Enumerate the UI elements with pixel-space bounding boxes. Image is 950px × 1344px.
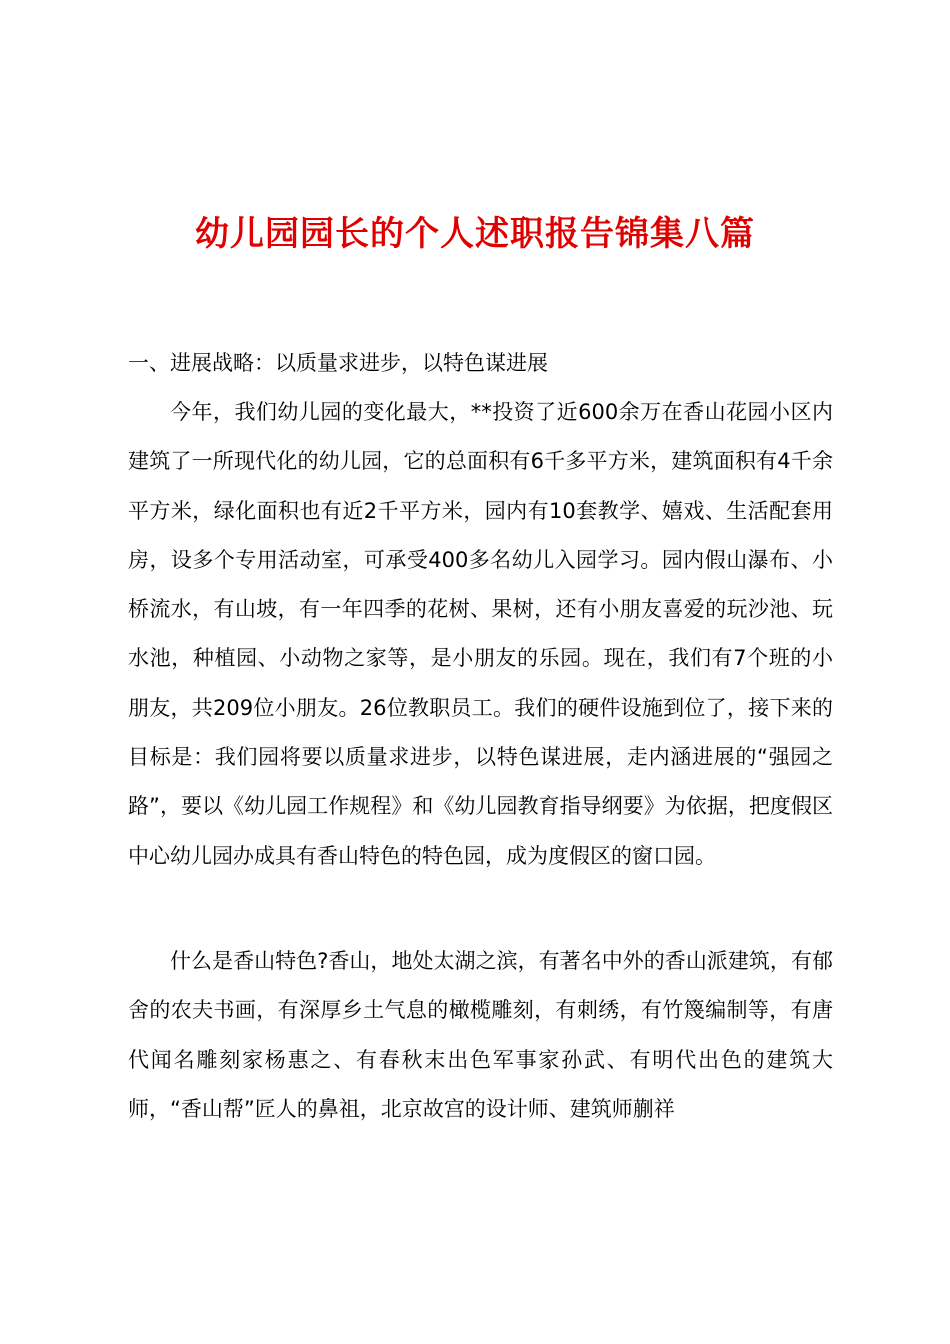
body-paragraph-1: 今年，我们幼儿园的变化最大，**投资了近600余万在香山花园小区内建筑了一所现代化的幼儿园，它的总面积有6千多平方米，建筑面积有4千余平方米，绿化面积也有近2千平方米，园内有10套教学、嬉戏、生活配套用房，设多个专用活动室，可承受400多名幼儿入园学习。园内假山瀑布、小桥流水，有山坡，有一年四季的花树、果树，还有小朋友喜爱的玩沙池、玩水池，种植园、小动物之家等，是小朋友的乐园。现在，我们有7个班的小朋友，共209位小朋友。26位教职员工。我们的硬件设施到位了，接下来的目标是：我们园将要以质量求进步，以特色谋进展，走内涵进展的“强园之路”，要以《幼儿园工作规程》和《幼儿园教育指导纲要》为依据，把度假区中心幼儿园办成具有香山特色的特色园，成为度假区的窗口园。: [128, 400, 833, 868]
body-paragraph-2: 什么是香山特色?香山，地处太湖之滨，有著名中外的香山派建筑，有郁舍的农夫书画，有深厚乡土气息的橄榄雕刻，有刺绣，有竹篾编制等，有唐代闻名雕刻家杨惠之、有春秋末出色军事家孙武、有明代出色的建筑大师，“香山帮”匠人的鼻祖，北京故宫的设计师、建筑师蒯祥: [128, 949, 833, 1121]
section-heading: 一、进展战略：以质量求进步，以特色谋进展: [128, 351, 548, 375]
document-title: 幼儿园园长的个人述职报告锦集八篇: [195, 214, 755, 254]
